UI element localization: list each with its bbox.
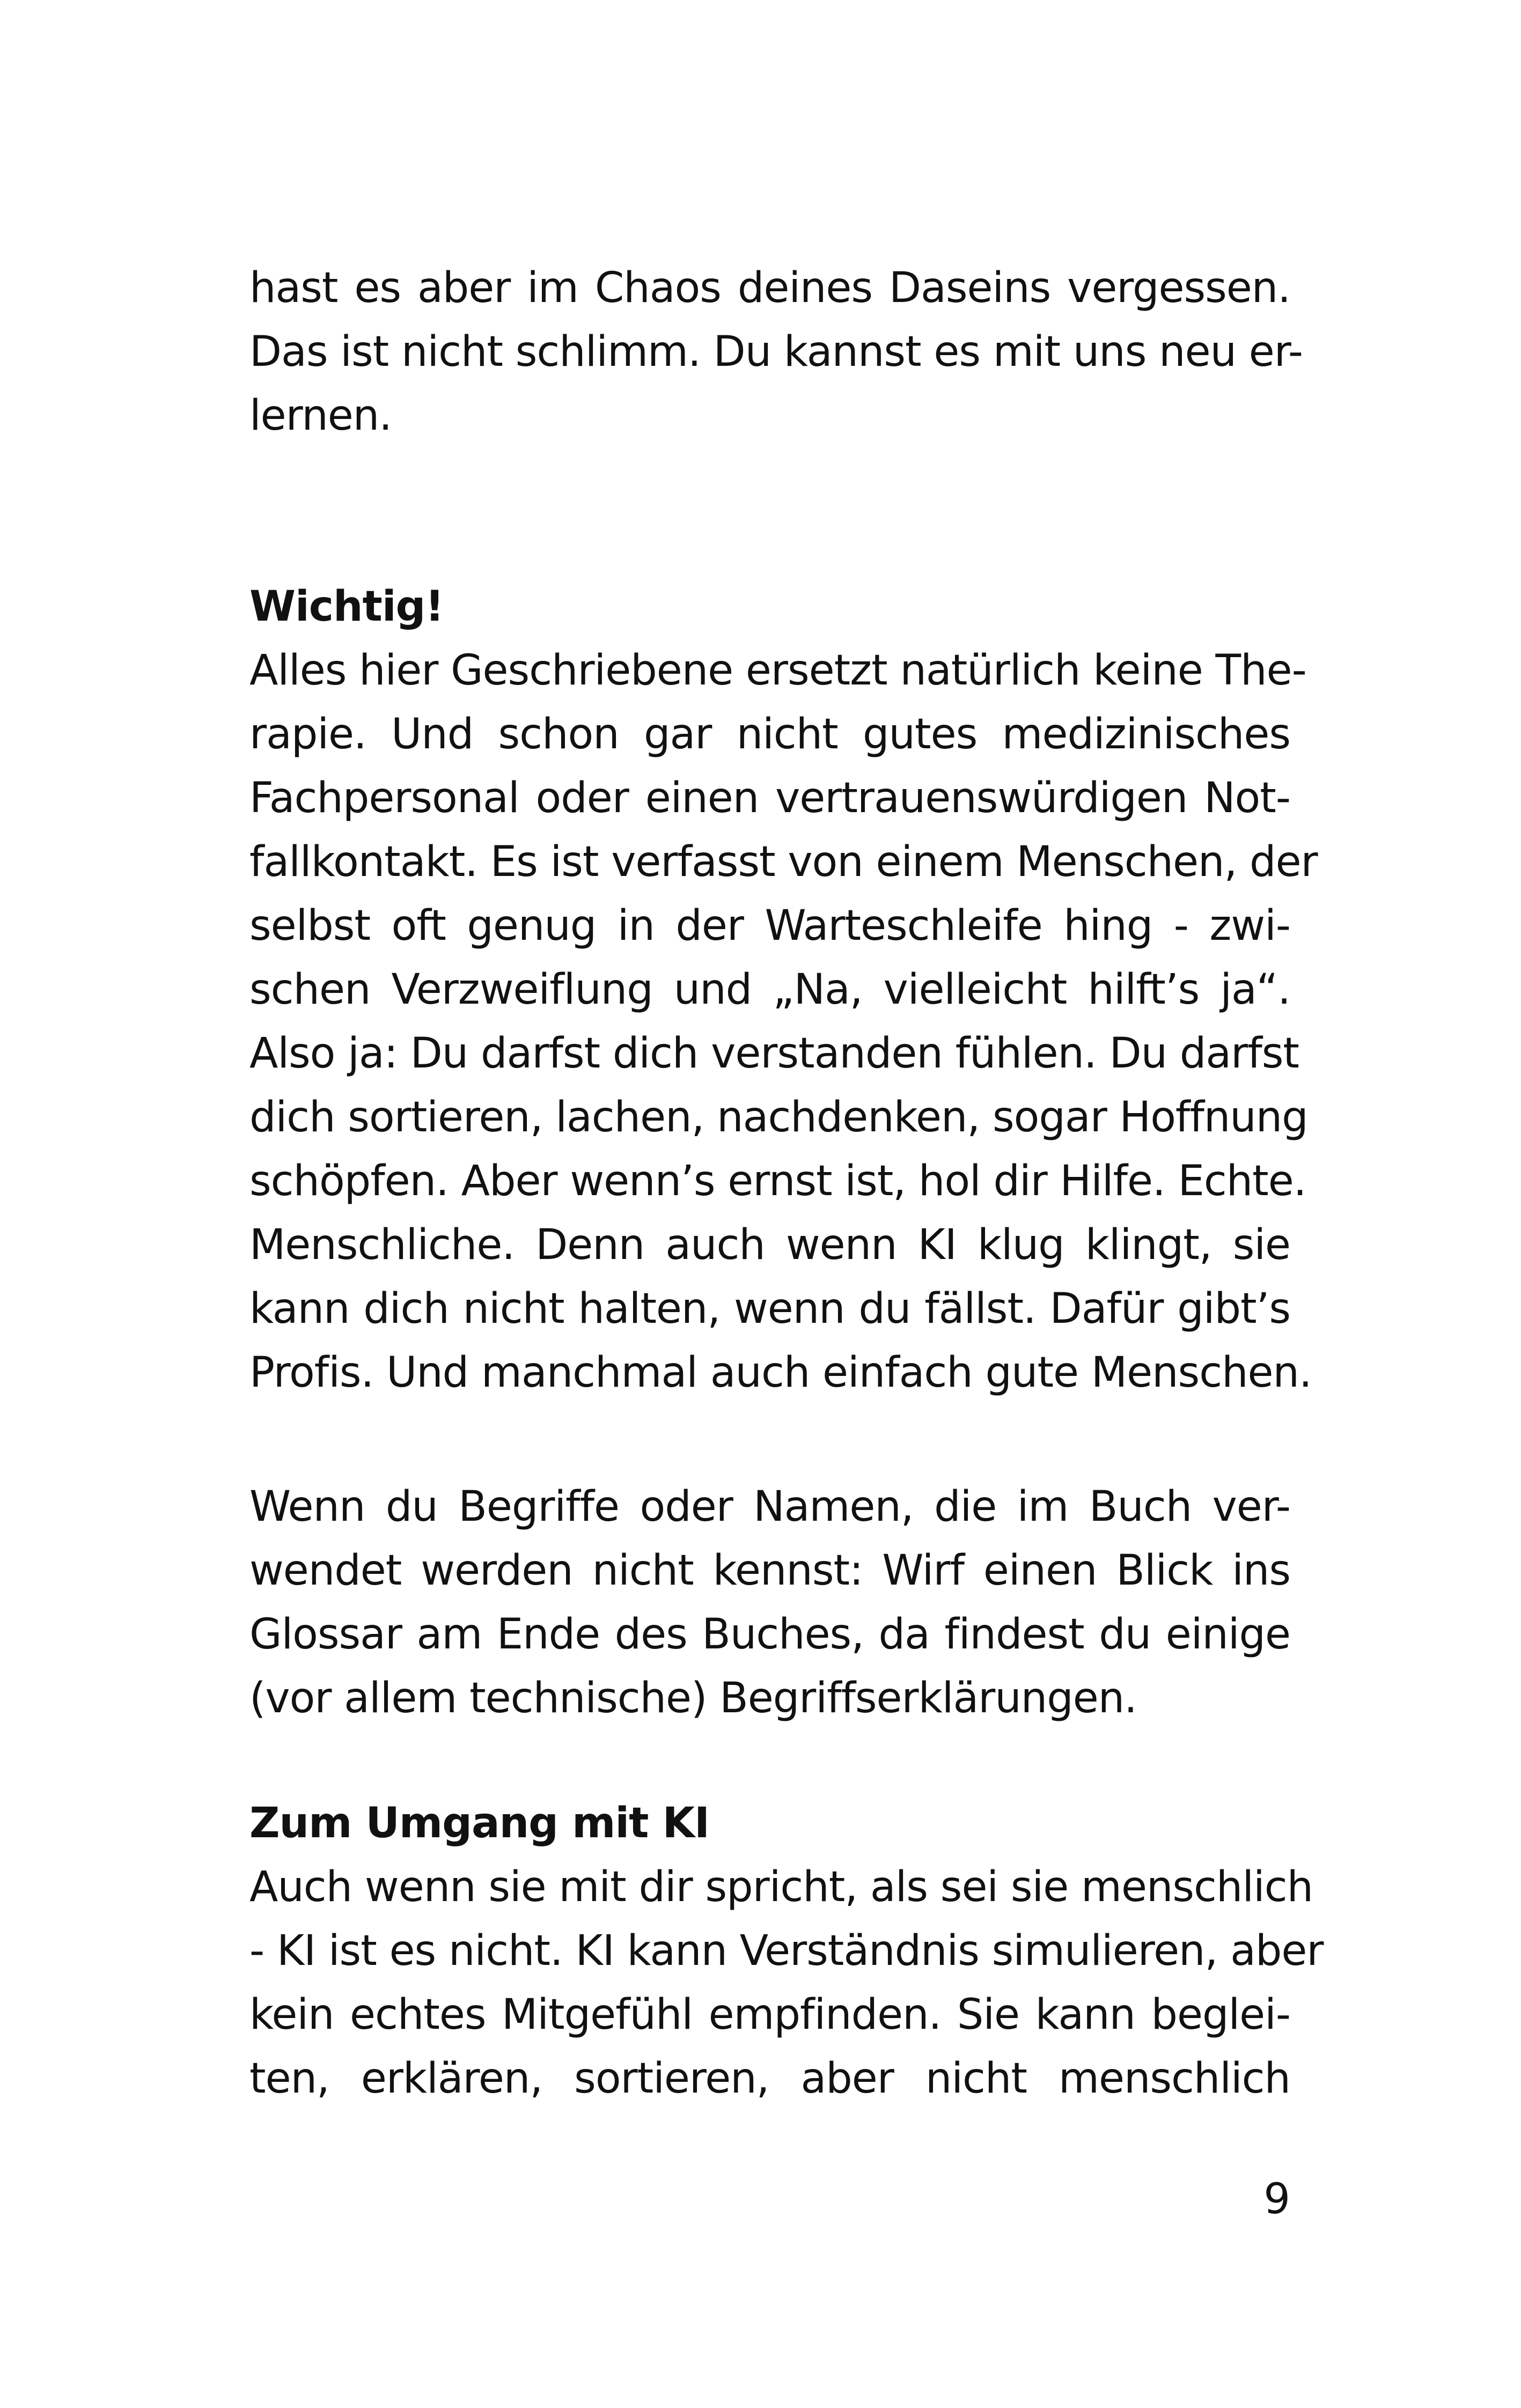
text-line: kann dich nicht halten, wenn du fällst. Dafür gibt’s xyxy=(249,1285,1290,1333)
text-line: (vor allem technische) Begriffserklärungen. xyxy=(249,1674,1137,1722)
text-line: Das ist nicht schlimm. Du kannst es mit uns neu er- xyxy=(249,328,1303,376)
text-line: hast es aber im Chaos deines Daseins vergessen. xyxy=(249,264,1290,312)
text-line: selbst oft genug in der Warteschleife hing - zwi- xyxy=(249,902,1290,950)
page-number: 9 xyxy=(1263,2175,1290,2223)
text-line: lernen. xyxy=(249,392,392,440)
intro-paragraph xyxy=(249,256,1303,448)
text-line: schöpfen. Aber wenn’s ernst ist, hol dir Hilfe. Echte. xyxy=(249,1157,1306,1205)
text-line: kein echtes Mitgefühl empfinden. Sie kann beglei- xyxy=(249,1991,1290,2039)
text-line: Fachpersonal oder einen vertrauenswürdigen Not- xyxy=(249,774,1290,822)
glossary-paragraph xyxy=(249,1475,1290,1730)
text-line: Also ja: Du darfst dich verstanden fühlen. Du darfst xyxy=(249,1029,1299,1078)
text-line: Alles hier Geschriebene ersetzt natürlich keine The- xyxy=(249,646,1306,695)
important-section xyxy=(249,575,1318,1405)
text-line: fallkontakt. Es ist verfasst von einem Menschen, der xyxy=(249,838,1318,886)
section-heading: Wichtig! xyxy=(249,583,444,631)
text-line: Auch wenn sie mit dir spricht, als sei sie menschlich xyxy=(249,1863,1313,1911)
text-line: - KI ist es nicht. KI kann Verständnis simulieren, aber xyxy=(249,1927,1324,1975)
text-line: schen Verzweiflung und „Na, vielleicht hilft’s ja“. xyxy=(249,966,1290,1014)
text-line: Profis. Und manchmal auch einfach gute Menschen. xyxy=(249,1349,1312,1397)
text-line: Menschliche. Denn auch wenn KI klug klingt, sie xyxy=(249,1221,1290,1269)
text-line: Glossar am Ende des Buches, da findest du einige xyxy=(249,1610,1290,1659)
ai-section xyxy=(249,1792,1324,2111)
text-line: Wenn du Begriffe oder Namen, die im Buch ver- xyxy=(249,1483,1290,1531)
text-line: ten, erklären, sortieren, aber nicht menschlich xyxy=(249,2054,1290,2103)
section-heading: Zum Umgang mit KI xyxy=(249,1799,710,1847)
text-line: dich sortieren, lachen, nachdenken, sogar Hoffnung xyxy=(249,1093,1308,1142)
text-line: rapie. Und schon gar nicht gutes medizinisches xyxy=(249,710,1290,759)
text-line: wendet werden nicht kennst: Wirf einen Blick ins xyxy=(249,1547,1290,1595)
